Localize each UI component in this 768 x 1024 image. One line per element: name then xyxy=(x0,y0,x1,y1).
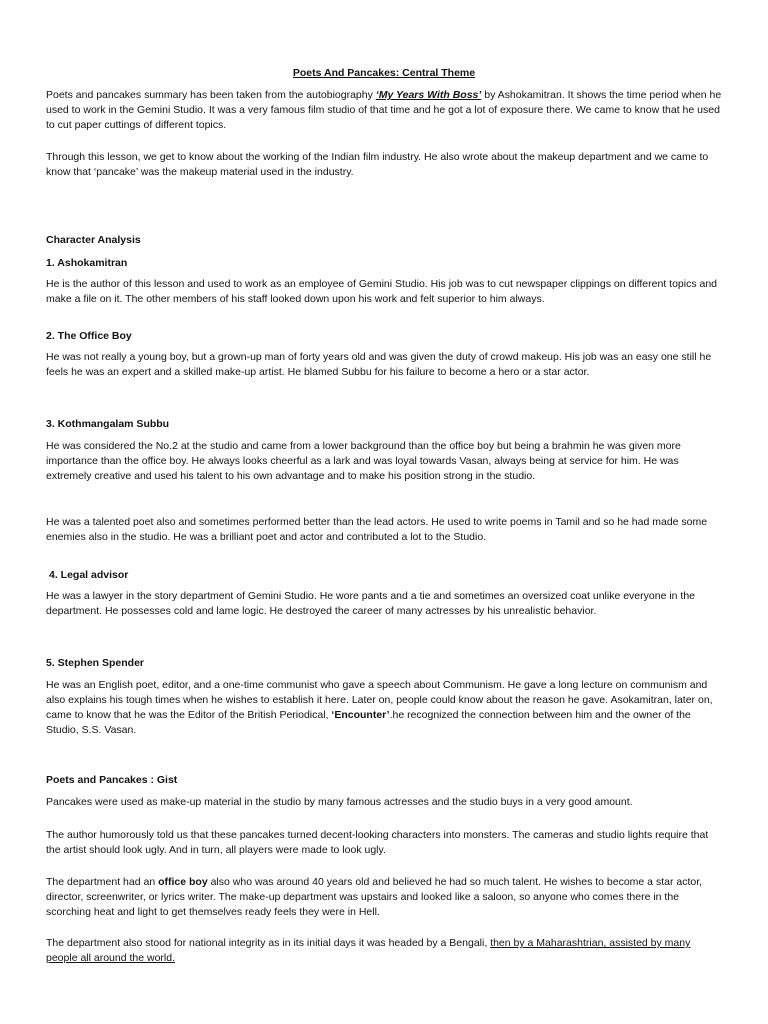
intro-paragraph-2: Through this lesson, we get to know about the working of the Indian film industry. He also wrote about the makeup department and we came to know that ‘pancake’ was the makeup material used in the industry. xyxy=(46,151,709,178)
character-paragraph-office-boy: He was not really a young boy, but a grown-up man of forty years old and was given the duty of crowd makeup. His job was an easy one still he feels he was an expert and a skilled make-up artist. He blamed Subbu for his failure to become a hero or a star actor. xyxy=(46,351,712,378)
character-heading-subbu: 3. Kothmangalam Subbu xyxy=(46,418,170,430)
character-paragraph-subbu-1: He was considered the No.2 at the studio and came from a lower background than the office boy but being a brahmin he was given more importance than the office boy. He always looks cheerful as a lark and was loyal towards Vasan, always being at service for him. He was extremely creative and used his talent to his own advantage and to make his position strong in the studio. xyxy=(46,440,681,482)
character-paragraph-legal-advisor: He was a lawyer in the story department of Gemini Studio. He wore pants and a tie and sometimes an oversized coat unlike everyone in the department. He possesses cold and lame logic. He destroyed the career of many actresses by his unrealistic behavior. xyxy=(46,590,696,617)
character-heading-legal-advisor: 4. Legal advisor xyxy=(49,569,129,581)
gist-paragraph-3 xyxy=(46,875,722,920)
gist-heading: Poets and Pancakes : Gist xyxy=(46,774,178,786)
document-title: Poets And Pancakes: Central Theme xyxy=(292,67,476,79)
periodical-name: ‘Encounter’ xyxy=(331,709,390,721)
character-paragraph-stephen-spender xyxy=(46,678,722,738)
character-heading-office-boy: 2. The Office Boy xyxy=(46,330,132,342)
intro-text-before: Poets and pancakes summary has been taken from the autobiography xyxy=(46,89,376,101)
spender-text-before: He was an English poet, editor, and a one-time communist who gave a speech about Communism. He gave a long lecture on communism and also explains his tough times when he wishes to establish it here. Later on, people could know about the reason he gave. Asokamitran, later on, came to know that he was the Editor of the British Periodical, xyxy=(46,679,713,721)
gist-p3-after: also who was around 40 years old and believed he had so much talent. He wishes to become a star actor, director, screenwriter, or lyrics writer. The make-up department was upstairs and looked like a saloon, so anyone who comes there in the scorching heat and light to get themselves ready feels they were in Hell. xyxy=(46,876,703,918)
book-title: ‘My Years With Boss’ xyxy=(375,89,482,101)
character-analysis-heading: Character Analysis xyxy=(46,234,141,246)
character-heading-ashokamitran: 1. Ashokamitran xyxy=(46,257,128,269)
gist-p3-before: The department had an xyxy=(46,876,159,888)
gist-paragraph-4 xyxy=(46,936,722,966)
gist-paragraph-2: The author humorously told us that these pancakes turned decent-looking characters into monsters. The cameras and studio lights require that the artist should look ugly. And in turn, all players were made to look ugly. xyxy=(46,829,709,856)
gist-paragraph-1: Pancakes were used as make-up material in the studio by many famous actresses and the studio buys in a very good amount. xyxy=(46,796,633,808)
character-heading-stephen-spender: 5. Stephen Spender xyxy=(46,657,145,669)
character-paragraph-ashokamitran: He is the author of this lesson and used to work as an employee of Gemini Studio. His job was to cut newspaper clippings on different topics and make a file on it. The other members of his staff looked down upon his work and felt superior to him always. xyxy=(46,278,718,305)
character-paragraph-subbu-2: He was a talented poet also and sometimes performed better than the lead actors. He used to write poems in Tamil and so he had made some enemies also in the studio. He was a brilliant poet and actor and contributed a lot to the Studio. xyxy=(46,516,708,543)
gist-p4-underlined: then by a Maharashtrian, assisted by many people all around the world. xyxy=(46,937,691,964)
intro-paragraph-1 xyxy=(46,88,722,133)
gist-p4-before: The department also stood for national integrity as in its initial days it was headed by a Bengali, xyxy=(46,937,491,949)
office-boy-emphasis: office boy xyxy=(158,876,208,888)
spender-text-after: .he recognized the connection between him and the owner of the Studio, S.S. Vasan. xyxy=(46,709,691,736)
intro-text-after: by Ashokamitran. It shows the time period when he used to work in the Gemini Studio. It was a very famous film studio of that time and he got a lot of exposure there. We came to know that he used to cut paper cuttings of different topics. xyxy=(46,89,722,131)
